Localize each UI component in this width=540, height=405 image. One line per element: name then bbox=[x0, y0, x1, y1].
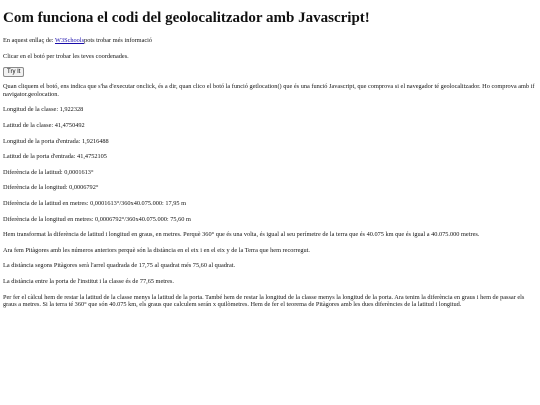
intro-text-after: pots trobar més informació bbox=[84, 37, 153, 44]
pythagoras-paragraph: Ara fem Pitàgores amb les números anteriors perquè són la distància en el eix i en el eix y de la Terra que hem recorregut. bbox=[3, 246, 311, 254]
door-latitude: Latitud de la porta d'entrada: 41,4752105 bbox=[3, 153, 107, 161]
longitude-meters: Diferència de la longitud en metres: 0,0006792°/360x40.075.000: 75,60 m bbox=[3, 215, 191, 223]
class-latitude: Latitud de la classe: 41,4750492 bbox=[3, 121, 85, 129]
try-it-button[interactable]: Try It bbox=[3, 67, 24, 77]
longitude-difference: Diferència de la longitud: 0,0006792° bbox=[3, 184, 99, 192]
explanation-paragraph: Quan cliquem el botó, ens indica que s'ha d'executar onclick, és a dir, quan clico el botó la funció getlocation() que és una funció Javascript, que comprova si el navegador té geolocalitzador. Ho comprova amb if navigator.geolocation. bbox=[3, 83, 535, 98]
page-title: Com funciona el codi del geolocalitzador amb Javascript! bbox=[3, 10, 370, 26]
class-longitude: Longitud de la classe: 1,922328 bbox=[3, 106, 84, 114]
transformation-paragraph: Hem transformat la diferència de latitud i longitud en graus, en metres. Perquè 360° que és una volta, és igual al seu perímetre de la terra que és 40.075 km que és igual a 40.075.000 metres. bbox=[3, 231, 480, 239]
intro-text-before: En aquest enllaç de: bbox=[3, 37, 55, 44]
latitude-difference: Diferència de la latitud: 0,0001613° bbox=[3, 168, 94, 176]
instruction-text: Clicar en el botó per trobar les teves coordenades. bbox=[3, 52, 129, 60]
latitude-meters: Diferència de la latitud en metres: 0,0001613°/360x40.075.000: 17,95 m bbox=[3, 199, 186, 207]
distance-result: La distància entre la porta de l'institut i la classe és de 77,65 metres. bbox=[3, 277, 174, 285]
door-longitude: Longitud de la porta d'entrada: 1,9216488 bbox=[3, 137, 109, 145]
intro-paragraph bbox=[3, 37, 537, 45]
summary-paragraph: Per fer el càlcul hem de restar la latitud de la classe menys la latitud de la porta. També hem de restar la longitud de la classe menys la longitud de la porta. Ara tenim la diferència en graus i hem de passar els graus a metres. Si la terra té 360° que són 40.075 km, els graus que calculem serán x quilòmetres. Hem de fer el teorema de Pitàgores amb les dues diferències de la latitud i longitud. bbox=[3, 293, 525, 309]
distance-formula: La distància segons Pitàgores serà l'arrel quadrada de 17,75 al quadrat més 75,60 al quadrat. bbox=[3, 262, 236, 270]
w3schools-link[interactable]: W3Schools bbox=[55, 37, 85, 44]
